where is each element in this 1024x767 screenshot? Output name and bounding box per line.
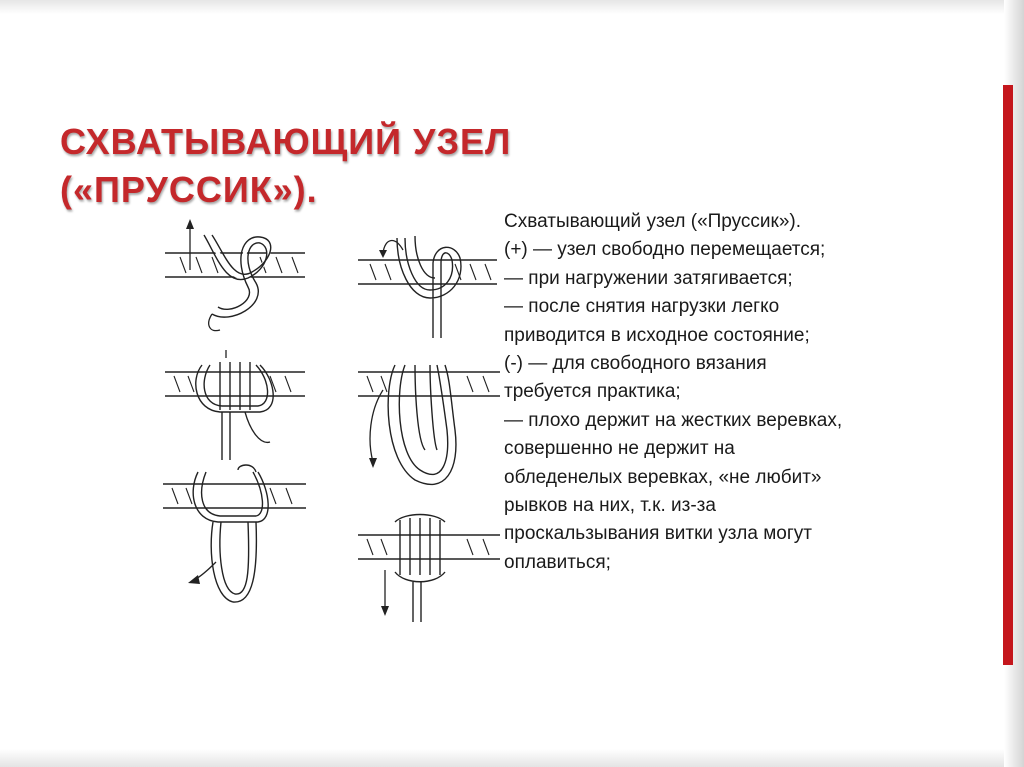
knot-step-4-illustration (355, 350, 505, 500)
knot-step-2-illustration (355, 228, 500, 348)
knot-step-1-illustration (160, 215, 310, 335)
pros-line-4: приводится в исходное состояние; (504, 324, 810, 346)
cons-line-8: оплавиться; (504, 551, 611, 573)
cons-line-1: (-) — для свободного вязания (504, 353, 767, 375)
description-heading: Схватывающий узел («Пруссик»). (504, 211, 802, 232)
knot-description (504, 208, 984, 577)
slide-shadow-top (0, 0, 1024, 14)
knot-step-5-illustration (158, 462, 310, 612)
cons-line-5: обледенелых веревках, «не любит» (504, 466, 822, 488)
cons-line-2: требуется практика; (504, 381, 681, 403)
pros-line-1: (+) — узел свободно перемещается; (504, 239, 826, 261)
pros-line-3: — после снятия нагрузки легко (504, 296, 780, 318)
knot-step-3-illustration (160, 350, 310, 465)
cons-line-4: совершенно не держит на (504, 438, 735, 460)
slide-title-line-2: («ПРУССИК»). (60, 169, 318, 210)
cons-line-6: рывков на них, т.к. из-за (504, 495, 716, 517)
slide-shadow-bottom (0, 749, 1024, 767)
slide-title-line-1: СХВАТЫВАЮЩИЙ УЗЕЛ (60, 121, 512, 162)
cons-line-3: — плохо держит на жестких веревках, (504, 409, 843, 431)
knot-step-6-illustration (355, 510, 505, 625)
slide-title (60, 118, 511, 214)
cons-line-7: проскальзывания витки узла могут (504, 523, 812, 545)
pros-line-2: — при нагружении затягивается; (504, 267, 793, 289)
accent-bar (1003, 85, 1013, 665)
